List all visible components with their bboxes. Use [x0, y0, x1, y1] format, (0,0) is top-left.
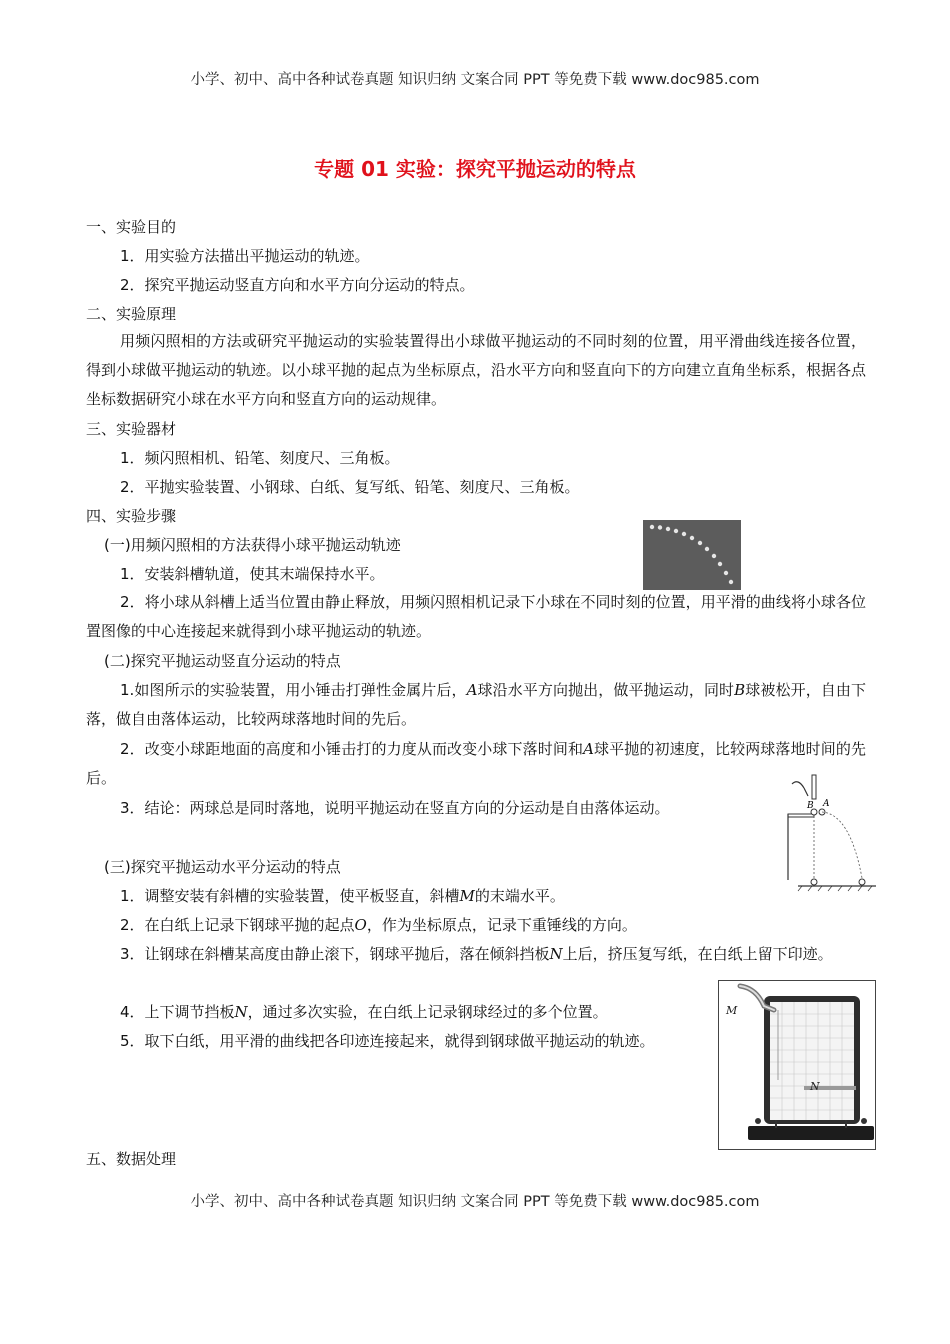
free-fall-apparatus-figure [780, 772, 880, 892]
level-screw-left [755, 1118, 761, 1124]
s1-item-1: 1．用实验方法描出平抛运动的轨迹。 [120, 247, 370, 265]
strobe-photo-figure [643, 520, 741, 590]
s4-part1-step1: 1．安装斜槽轨道，使其末端保持水平。 [120, 565, 385, 583]
s4-part2-step1: 1.如图所示的实验装置，用小锤击打弹性金属片后，A球沿水平方向抛出，做平抛运动，同时B球被松开，自由下落，做自由落体运动，比较两球落地时间的先后。 [86, 681, 866, 728]
ground-hatching [798, 886, 872, 891]
s4-part3-heading: (三)探究平抛运动水平分运动的特点 [104, 858, 341, 876]
elastic-metal-plate [812, 775, 816, 799]
s1-item-2: 2．探究平抛运动竖直方向和水平方向分运动的特点。 [120, 276, 475, 294]
page-title: 专题 01 实验：探究平抛运动的特点 [314, 157, 636, 181]
s3-item-2: 2．平抛实验装置、小钢球、白纸、复写纸、铅笔、刻度尺、三角板。 [120, 478, 580, 496]
base-plate [748, 1126, 874, 1140]
s4-part2-heading: (二)探究平抛运动竖直分运动的特点 [104, 652, 341, 670]
ball-b-landed [811, 879, 817, 885]
page-footer: 小学、初中、高中各种试卷真题 知识归纳 文案合同 PPT 等免费下载 www.doc985.com [190, 1194, 760, 1210]
photo-background [643, 520, 741, 590]
white-paper [770, 1002, 854, 1120]
s4-part3-step5: 5．取下白纸，用平滑的曲线把各印迹连接起来，就得到钢球做平抛运动的轨迹。 [120, 1032, 655, 1050]
release-arm [788, 814, 814, 817]
projectile-path [822, 812, 862, 878]
flat-board-apparatus-figure [718, 980, 876, 1150]
s4-part3-step1: 1．调整安装有斜槽的实验装置，使平板竖直，斜槽M的末端水平。 [120, 887, 565, 905]
section-5-heading: 五、数据处理 [86, 1150, 177, 1168]
s4-part1-step2: 2．将小球从斜槽上适当位置由静止释放，用频闪照相机记录下小球在不同时刻的位置，用平滑的曲线将小球各位置图像的中心连接起来就得到小球平抛运动的轨迹。 [86, 593, 866, 640]
hammer-icon [792, 782, 804, 788]
s2-paragraph: 用频闪照相的方法或研究平抛运动的实验装置得出小球做平抛运动的不同时刻的位置，用平滑曲线连接各位置，得到小球做平抛运动的轨迹。以小球平抛的起点为坐标原点，沿水平方向和竖直向下的方向建立直角坐标系，根据各点坐标数据研究小球在水平方向和竖直方向的运动规律。 [86, 332, 867, 408]
s4-part3-step2: 2．在白纸上记录下钢球平抛的起点O，作为坐标原点，记录下重锤线的方向。 [120, 916, 637, 934]
s4-part3-step3: 3．让钢球在斜槽某高度由静止滚下，钢球平抛后，落在倾斜挡板N上后，挤压复写纸，在白纸上留下印迹。 [120, 945, 833, 963]
level-screw-right [861, 1118, 867, 1124]
s4-part2-step3: 3．结论：两球总是同时落地，说明平抛运动在竖直方向的分运动是自由落体运动。 [120, 799, 670, 817]
section-1-heading: 一、实验目的 [86, 218, 177, 236]
ball-a-label: A [823, 799, 830, 809]
track-m-label: M [726, 1004, 738, 1017]
section-2-heading: 二、实验原理 [86, 305, 177, 323]
ball-b-label: B [807, 801, 814, 811]
s3-item-1: 1．频闪照相机、铅笔、刻度尺、三角板。 [120, 449, 400, 467]
ball-a-landed [859, 879, 865, 885]
s4-part1-heading: (一)用频闪照相的方法获得小球平抛运动轨迹 [104, 536, 401, 554]
section-3-heading: 三、实验器材 [86, 420, 177, 438]
s4-part3-step4: 4．上下调节挡板N，通过多次实验，在白纸上记录钢球经过的多个位置。 [120, 1003, 608, 1021]
page-header: 小学、初中、高中各种试卷真题 知识归纳 文案合同 PPT 等免费下载 www.doc985.com [190, 72, 760, 88]
baffle-n-label: N [810, 1080, 820, 1093]
s4-part2-step2: 2．改变小球距地面的高度和小锤击打的力度从而改变小球下落时间和A球平抛的初速度，比较两球落地时间的先后。 [86, 740, 866, 787]
section-4-heading: 四、实验步骤 [86, 507, 177, 525]
